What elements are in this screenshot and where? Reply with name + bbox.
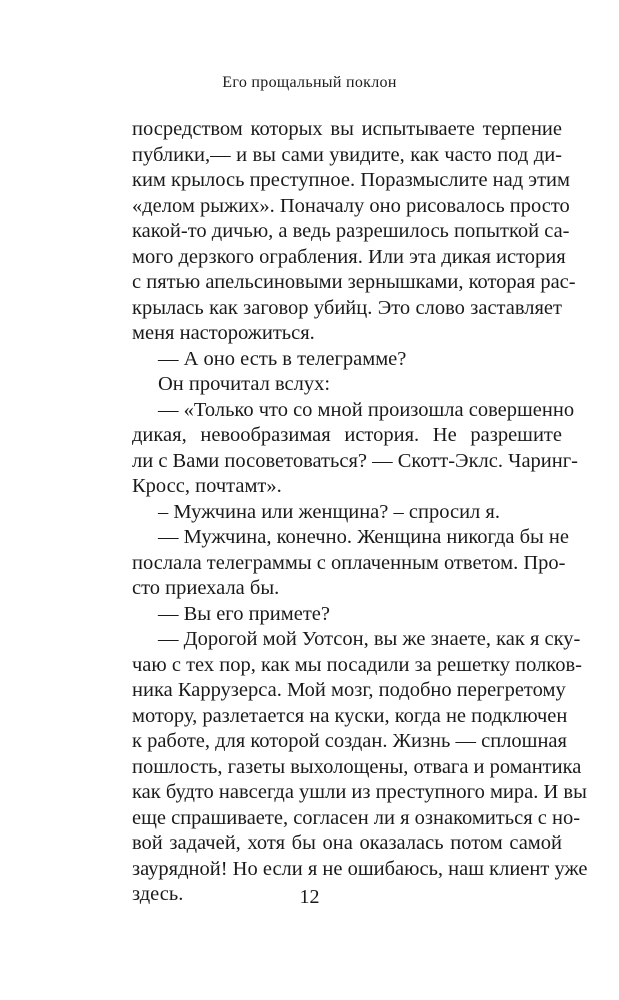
text-line: — «Только что со мной произошла совершенно (158, 398, 575, 421)
text-line: пошлость, газеты выхолощены, отвага и романтика (132, 755, 582, 778)
text-line: меня насторожиться. (132, 322, 315, 344)
text-line: крылась как заговор убийц. Это слово заставляет (132, 296, 562, 319)
text-line: публики,— и вы сами увидите, как часто под ди- (132, 143, 562, 166)
running-header: Его прощальный поклон (222, 74, 397, 91)
text-line: Кросс, почтамт». (132, 475, 282, 497)
text-line: мого дерзкого ограбления. Или эта дикая история (132, 245, 566, 268)
text-line: Он прочитал вслух: (158, 373, 331, 395)
text-line: как будто навсегда ушли из преступного мира. И вы (132, 781, 587, 803)
text-line: заурядной! Но если я не ошибаюсь, наш клиент уже (132, 857, 588, 880)
text-line: сто приехала бы. (132, 577, 280, 599)
text-line: мотору, разлетается на куски, когда не подключен (132, 704, 568, 727)
text-line: — А оно есть в телеграмме? (158, 347, 407, 370)
text-line: к работе, для которой создан. Жизнь — сплошная (132, 730, 567, 752)
text-line: с пятью апельсиновыми зернышками, которая рас- (132, 271, 576, 293)
text-line: «делом рыжих». Поначалу оно рисовалось просто (132, 194, 570, 217)
text-line: послала телеграммы с оплаченным ответом. Про- (132, 551, 566, 574)
text-line: – Мужчина или женщина? – спросил я. (158, 500, 500, 523)
text-line: — Вы его примете? (158, 602, 330, 625)
text-line: вой задачей, хотя бы она оказалась потом самой (132, 832, 562, 854)
body-text (132, 117, 588, 908)
text-line: ника Каррузерса. Мой мозг, подобно перегретому (132, 679, 566, 701)
text-line: посредством которых вы испытываете терпение (132, 118, 562, 140)
text-line: ким крылось преступное. Поразмыслите над этим (132, 169, 570, 191)
text-line: дикая, невообразимая история. Не разрешите (132, 424, 562, 446)
text-line: — Дорогой мой Уотсон, вы же знаете, как я ску- (158, 628, 581, 650)
text-line: какой-то дичью, а ведь разрешилось попыткой са- (132, 220, 570, 242)
text-line: чаю с тех пор, как мы посадили за решетку полков- (132, 653, 582, 676)
text-line: еще спрашиваете, согласен ли я ознакомиться с но- (132, 806, 581, 829)
text-line: — Мужчина, конечно. Женщина никогда бы не (158, 526, 569, 548)
text-line: ли с Вами посоветоваться? — Скотт-Эклс. Чаринг- (132, 449, 578, 472)
page-number: 12 (299, 886, 320, 908)
text-line: здесь. (132, 883, 184, 905)
